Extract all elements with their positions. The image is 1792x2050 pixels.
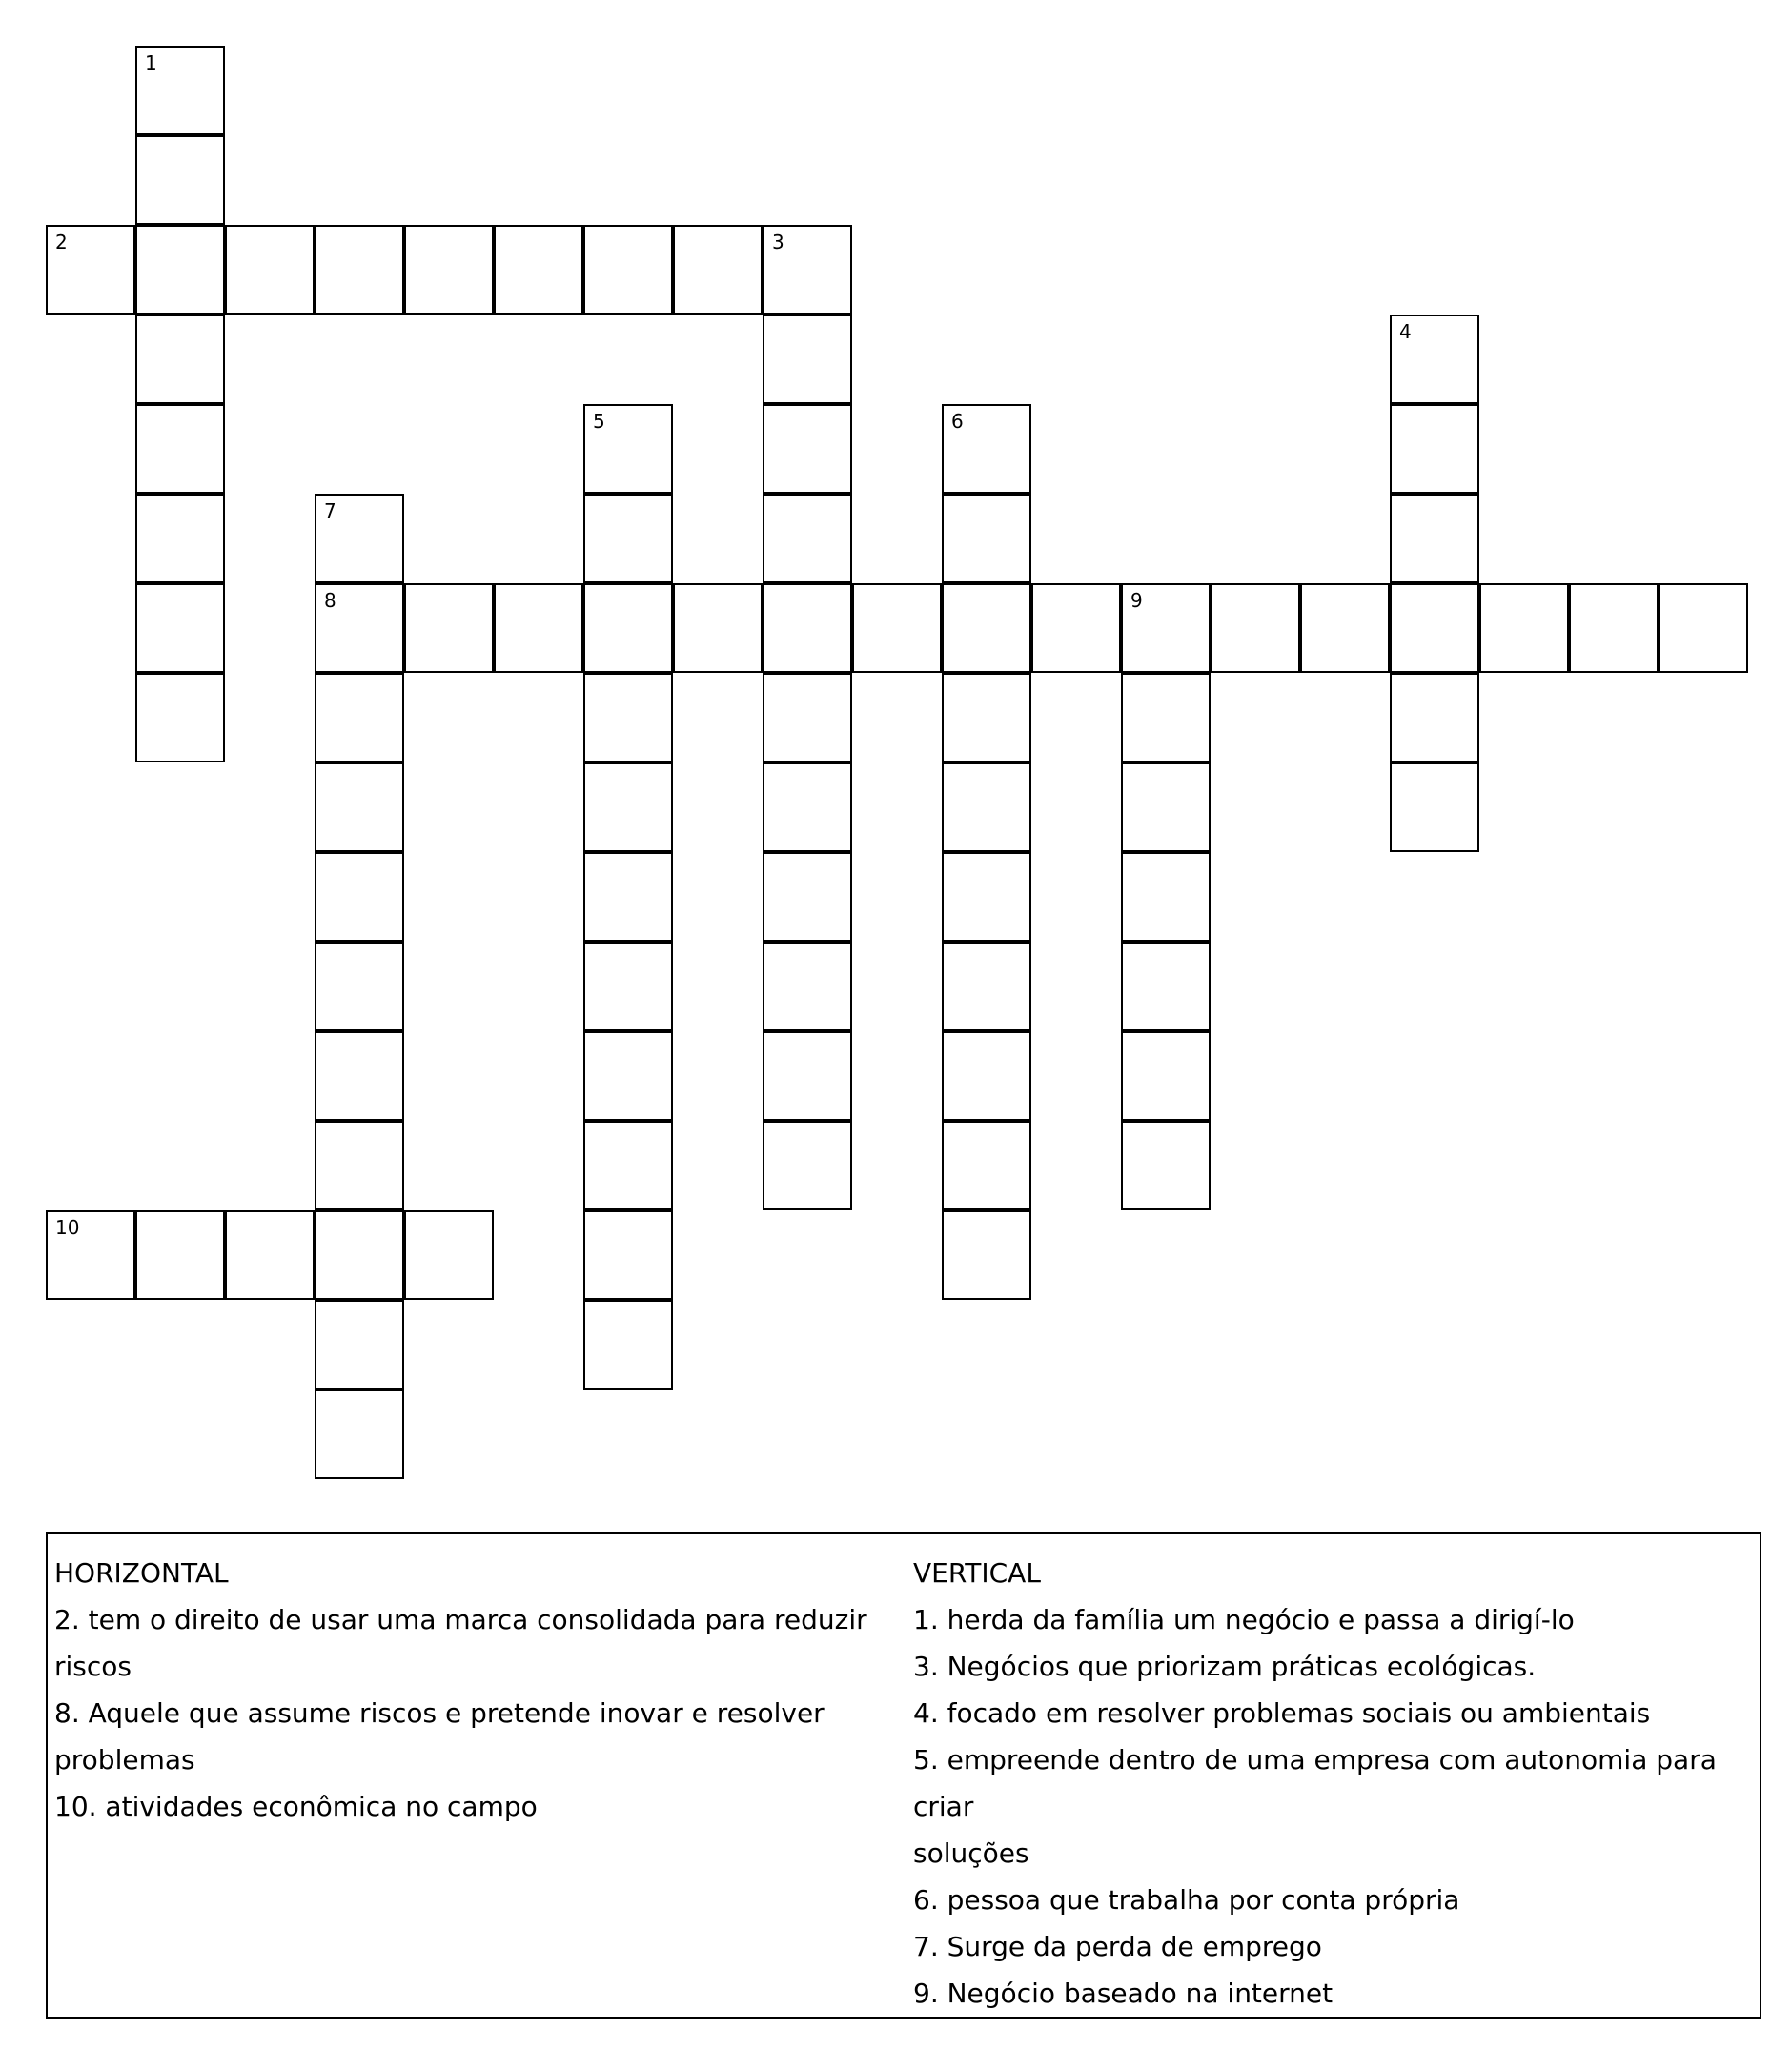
grid-cell[interactable]	[1121, 583, 1211, 673]
grid-cell[interactable]	[1031, 583, 1121, 673]
down-clue-line: 7. Surge da perda de emprego	[913, 1931, 1322, 1962]
grid-cell[interactable]	[763, 942, 852, 1031]
grid-cell[interactable]	[315, 852, 404, 942]
grid-cell[interactable]	[1390, 494, 1479, 583]
grid-cell[interactable]	[763, 1121, 852, 1210]
grid-cell[interactable]	[583, 494, 673, 583]
grid-cell[interactable]	[135, 583, 225, 673]
grid-cell[interactable]	[1121, 852, 1211, 942]
grid-cell[interactable]	[315, 1031, 404, 1121]
grid-cell[interactable]	[583, 942, 673, 1031]
grid-cell[interactable]	[583, 583, 673, 673]
grid-cell[interactable]	[583, 225, 673, 315]
grid-cell[interactable]	[135, 673, 225, 762]
grid-cell[interactable]	[225, 225, 315, 315]
grid-cell[interactable]	[315, 583, 404, 673]
grid-cell[interactable]	[315, 673, 404, 762]
grid-cell[interactable]	[225, 1210, 315, 1300]
clue-number: 4	[1399, 320, 1412, 343]
grid-cell[interactable]	[763, 583, 852, 673]
grid-cell[interactable]	[404, 1210, 494, 1300]
grid-cell[interactable]	[135, 404, 225, 494]
grid-cell[interactable]	[673, 225, 763, 315]
grid-cell[interactable]	[942, 404, 1031, 494]
grid-cell[interactable]	[1121, 1031, 1211, 1121]
grid-cell[interactable]	[942, 1210, 1031, 1300]
grid-cell[interactable]	[315, 1300, 404, 1390]
grid-cell[interactable]	[942, 583, 1031, 673]
down-clue-line: 1. herda da família um negócio e passa a dirigí-lo	[913, 1604, 1575, 1635]
clue-number: 10	[55, 1216, 80, 1239]
clue-number: 3	[772, 231, 784, 254]
grid-cell[interactable]	[46, 225, 135, 315]
grid-cell[interactable]	[1121, 673, 1211, 762]
grid-cell[interactable]	[1390, 404, 1479, 494]
grid-cell[interactable]	[494, 225, 583, 315]
grid-cell[interactable]	[315, 1210, 404, 1300]
clue-number: 1	[145, 51, 157, 74]
grid-cell[interactable]	[763, 1031, 852, 1121]
grid-cell[interactable]	[135, 315, 225, 404]
down-clue-line: 4. focado em resolver problemas sociais ou ambientais	[913, 1697, 1651, 1729]
grid-cell[interactable]	[942, 1121, 1031, 1210]
down-clue-line: 9. Negócio baseado na internet	[913, 1978, 1334, 2009]
grid-cell[interactable]	[763, 225, 852, 315]
grid-cell[interactable]	[1121, 762, 1211, 852]
down-heading: VERTICAL	[913, 1557, 1041, 1589]
grid-cell[interactable]	[942, 494, 1031, 583]
grid-cell[interactable]	[763, 762, 852, 852]
grid-cell[interactable]	[135, 494, 225, 583]
grid-cell[interactable]	[1659, 583, 1748, 673]
grid-cell[interactable]	[315, 762, 404, 852]
grid-cell[interactable]	[315, 1121, 404, 1210]
down-clue-line: 5. empreende dentro de uma empresa com autonomia para criar	[913, 1744, 1717, 1822]
grid-cell[interactable]	[1121, 1121, 1211, 1210]
grid-cell[interactable]	[1390, 583, 1479, 673]
grid-cell[interactable]	[583, 1210, 673, 1300]
down-clue-line: 3. Negócios que priorizam práticas ecológicas.	[913, 1651, 1537, 1682]
grid-cell[interactable]	[135, 135, 225, 225]
grid-cell[interactable]	[852, 583, 942, 673]
grid-cell[interactable]	[583, 1031, 673, 1121]
down-clue-line: soluções	[913, 1837, 1029, 1869]
grid-cell[interactable]	[494, 583, 583, 673]
grid-cell[interactable]	[583, 1300, 673, 1390]
across-clues	[54, 1550, 893, 1830]
across-clue-line: 8. Aquele que assume riscos e pretende inovar e resolver	[54, 1697, 825, 1729]
across-clue-line: 10. atividades econômica no campo	[54, 1791, 538, 1822]
grid-cell[interactable]	[583, 673, 673, 762]
grid-cell[interactable]	[1569, 583, 1659, 673]
grid-cell[interactable]	[1121, 942, 1211, 1031]
grid-cell[interactable]	[1479, 583, 1569, 673]
clue-number: 8	[324, 589, 336, 612]
grid-cell[interactable]	[1390, 315, 1479, 404]
grid-cell[interactable]	[315, 494, 404, 583]
across-heading: HORIZONTAL	[54, 1557, 229, 1589]
grid-cell[interactable]	[315, 1390, 404, 1479]
grid-cell[interactable]	[1211, 583, 1300, 673]
grid-cell[interactable]	[135, 225, 225, 315]
clue-number: 6	[951, 410, 964, 433]
grid-cell[interactable]	[763, 404, 852, 494]
grid-cell[interactable]	[1300, 583, 1390, 673]
grid-cell[interactable]	[583, 1121, 673, 1210]
clue-number: 5	[593, 410, 605, 433]
down-clues	[913, 1550, 1761, 2017]
across-clue-line: 2. tem o direito de usar uma marca consolidada para reduzir	[54, 1604, 867, 1635]
down-clue-line: 6. pessoa que trabalha por conta própria	[913, 1884, 1460, 1916]
grid-cell[interactable]	[404, 225, 494, 315]
grid-cell[interactable]	[315, 225, 404, 315]
grid-cell[interactable]	[583, 404, 673, 494]
grid-cell[interactable]	[942, 762, 1031, 852]
grid-cell[interactable]	[1390, 762, 1479, 852]
grid-cell[interactable]	[763, 673, 852, 762]
grid-cell[interactable]	[763, 315, 852, 404]
grid-cell[interactable]	[135, 1210, 225, 1300]
grid-cell[interactable]	[1390, 673, 1479, 762]
grid-cell[interactable]	[942, 673, 1031, 762]
grid-cell[interactable]	[763, 494, 852, 583]
grid-cell[interactable]	[942, 852, 1031, 942]
across-clue-line: problemas	[54, 1744, 195, 1776]
grid-cell[interactable]	[135, 46, 225, 135]
clue-number: 9	[1130, 589, 1143, 612]
grid-cell[interactable]	[583, 852, 673, 942]
across-clue-line: riscos	[54, 1651, 132, 1682]
grid-cell[interactable]	[942, 942, 1031, 1031]
clues-box	[46, 1532, 1761, 2019]
grid-cell[interactable]	[673, 583, 763, 673]
grid-cell[interactable]	[583, 762, 673, 852]
clue-number: 7	[324, 499, 336, 522]
grid-cell[interactable]	[763, 852, 852, 942]
grid-cell[interactable]	[942, 1031, 1031, 1121]
grid-cell[interactable]	[315, 942, 404, 1031]
clue-number: 2	[55, 231, 68, 254]
grid-cell[interactable]	[404, 583, 494, 673]
grid-cell[interactable]	[46, 1210, 135, 1300]
